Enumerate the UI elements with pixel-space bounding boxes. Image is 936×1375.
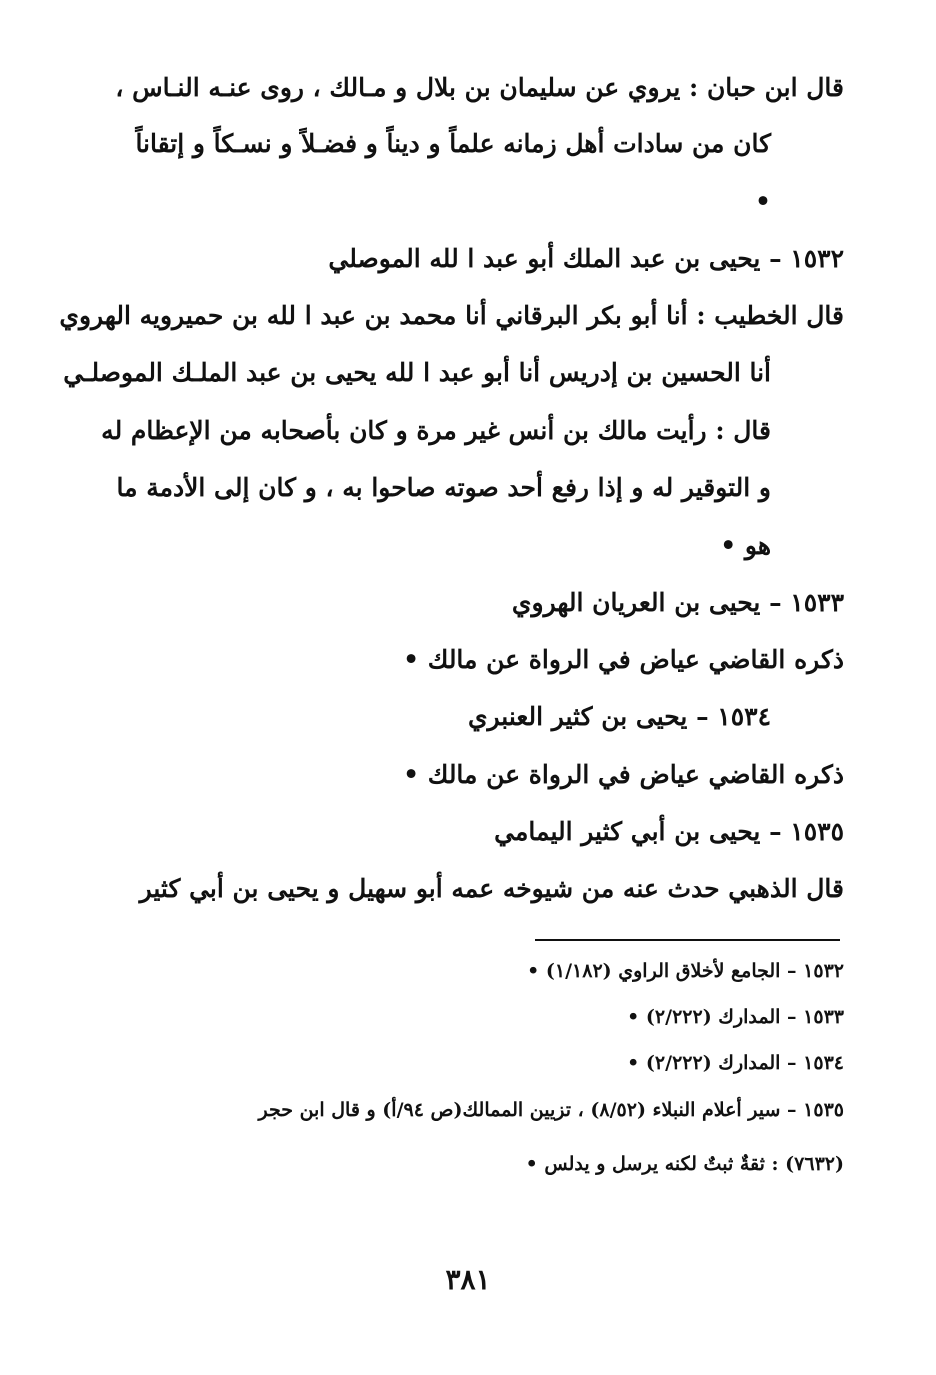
- footnote-separator: [535, 939, 840, 941]
- body-line-1: قال ابن حبان : يروي عن سليمان بن بلال و مـالك ، روى عنـه النـاس ،: [115, 73, 844, 102]
- entry-1532-heading: ١٥٣٢ – يحيى بن عبد الملك أبو عبد ا لله الموصلي: [328, 244, 844, 273]
- body-line-5: قال الخطيب : أنا أبو بكر البرقاني أنا محمد بن عبد ا لله بن حميرويه الهروي: [59, 301, 844, 330]
- footnote-1533: ١٥٣٣ – المدارك (٢/٢٢٢) •: [627, 1006, 844, 1028]
- body-line-9: هو •: [720, 531, 771, 560]
- body-line-7: قال : رأيت مالك بن أنس غير مرة و كان بأصحابه من الإعظام له: [101, 416, 771, 445]
- entry-1535-heading: ١٥٣٥ – يحيى بن أبي كثير اليمامي: [494, 817, 844, 846]
- footnote-1534: ١٥٣٤ – المدارك (٢/٢٢٢) •: [627, 1052, 844, 1074]
- entry-1534-heading: ١٥٣٤ – يحيى بن كثير العنبري: [467, 702, 771, 731]
- body-line-13: ذكره القاضي عياض في الرواة عن مالك •: [403, 760, 844, 789]
- body-line-6: أنا الحسين بن إدريس أنا أبو عبد ا لله يحيى بن عبد الملـك الموصلـي: [63, 358, 771, 387]
- body-line-2: كان من سادات أهل زمانه علماً و ديناً و فضـلاً و نسـكاً و إتقاناً: [135, 129, 771, 158]
- body-line-15: قال الذهبي حدث عنه من شيوخه عمه أبو سهيل و يحيى بن أبي كثير: [139, 874, 844, 903]
- entry-1533-heading: ١٥٣٣ – يحيى بن العريان الهروي: [511, 588, 844, 617]
- footnote-1532: ١٥٣٢ – الجامع لأخلاق الراوي (١/١٨٢) •: [527, 960, 844, 982]
- footnote-1535: ١٥٣٥ – سير أعلام النبلاء (٨/٥٢) ، تزيين الممالك(ص ٩٤/أ) و قال ابن حجر: [258, 1099, 844, 1121]
- end-dot: •: [755, 187, 771, 216]
- body-line-8: و التوقير له و إذا رفع أحد صوته صاحوا به ، و كان إلى الأدمة ما: [116, 473, 771, 502]
- body-line-11: ذكره القاضي عياض في الرواة عن مالك •: [403, 645, 844, 674]
- footnote-1535-cont: (٧٦٣٢) : ثقةٌ ثبتٌ لكنه يرسل و يدلس •: [525, 1153, 844, 1175]
- page-number: ٣٨١: [445, 1263, 491, 1296]
